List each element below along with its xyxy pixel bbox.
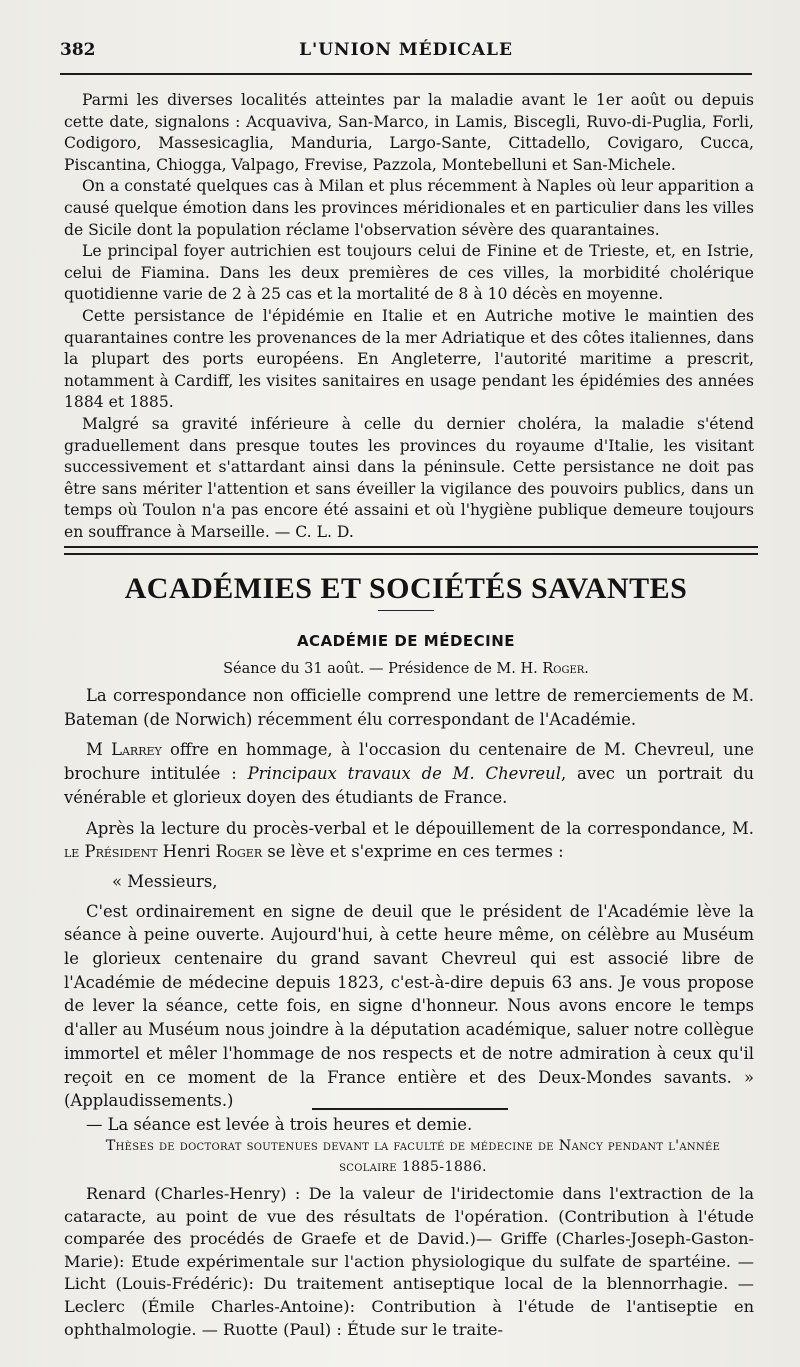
page-number: 382 (60, 40, 96, 60)
president-text-end: se lève et s'exprime en ces termes : (262, 842, 564, 862)
title-rule (378, 610, 434, 611)
academy-minutes (64, 684, 754, 1137)
president-text-mid: Henri (157, 842, 216, 862)
report-paragraph: Cette persistance de l'épidémie en Italie et en Autriche motive le maintien des quarantaines contre les provenances de la mer Adriatique et des côtes italiennes, dans la plupart des ports européens. En Angleterre, l'autorité maritime a prescrit, notamment à Cardiff, les visites sanitaires en usage pendant les épidémies des années 1884 et 1885. (64, 306, 754, 412)
speaker-name: Larrey (111, 740, 162, 760)
theses-paragraph: Renard (Charles-Henry) : De la valeur de l'iridectomie dans l'extraction de la cataracte, au point de vue des résultats de l'opération. (Contribution à l'étude comparée des procédés de Graefe et de David.)— Griffe (Charles-Joseph-Gaston-Marie): Etude expérimentale sur l'action physiologique du sulfate de spartéine. — Licht (Louis-Frédéric): Du traitement antiseptique local de la blennorrhagie. — Leclerc (Émile Charles-Antoine): Contribution à l'étude de l'antiseptie en ophthalmologie. — Ruotte (Paul) : Étude sur le traite- (64, 1184, 754, 1339)
president-paragraph (64, 817, 754, 864)
theses-heading-line: scolaire 1885-1886. (339, 1159, 487, 1175)
hommage-paragraph: M Larrey offre en hommage, à l'occasion du centenaire de M. Chevreul, une brochure intitulée : Principaux travaux de M. Chevreul, avec un portrait du vénérable et glorieux doyen des étudiants de France. (64, 740, 754, 807)
section-title: ACADÉMIES ET SOCIÉTÉS SAVANTES (124, 572, 688, 605)
seance-president: Roger. (542, 661, 589, 677)
header-rule (60, 73, 752, 75)
president-name: Roger (215, 842, 263, 862)
report-paragraph: On a constaté quelques cas à Milan et plus récemment à Naples où leur apparition a causé quelque émotion dans les provinces méridionales et en particulier dans les villes de Sicile dont la population réclame l'observation sévère des quarantaines. (64, 177, 754, 239)
president-title: le Président (64, 842, 158, 862)
academy-heading: ACADÉMIE DE MÉDECINE (296, 632, 516, 650)
brochure-title: Principaux travaux de M. Chevreul (247, 764, 561, 784)
section-divider (64, 546, 758, 555)
closing-line: — La séance est levée à trois heures et demie. (86, 1114, 473, 1134)
theses-heading-line: Thèses de doctorat soutenues devant la faculté de médecine de Nancy pendant l'année (105, 1138, 721, 1154)
salutation: « Messieurs, (112, 871, 218, 891)
seance-line (60, 661, 752, 677)
hommage-text-end: , avec un portrait du vénérable et glorieux doyen des étudiants de France. (64, 764, 754, 807)
report-paragraph: Malgré sa gravité inférieure à celle du dernier choléra, la maladie s'étend graduellement dans presque toutes les provinces du royaume d'Italie, les visitant successivement et s'attardant ainsi dans la péninsule. Cette persistance ne doit pas être sans mériter l'attention et sans éveiller la vigilance des pouvoirs publics, dans un temps où Toulon n'a pas encore été assaini et où l'hygiène publique demeure toujours en souffrance à Marseille. — C. L. D. (64, 414, 754, 541)
report-paragraph: Parmi les diverses localités atteintes par la maladie avant le 1er août ou depuis cette date, signalons : Acquaviva, San-Marco, in Lamis, Biscegli, Ruvo-di-Puglia, Forli, Codigoro, Massesicaglia, Manduria, Largo-Sante, Cittadello, Covigaro, Cucca, Piscantina, Chiogga, Valpago, Frevise, Pazzola, Montebelluni et San-Michele. (64, 91, 754, 174)
speech-paragraph: C'est ordinairement en signe de deuil que le président de l'Académie lève la séance à peine ouverte. Aujourd'hui, à cette heure même, on célèbre au Muséum le glorieux centenaire du grand savant Chevreul qui est associé libre de l'Académie de médecine depuis 1823, c'est-à-dire depuis 63 ans. Je vous propose de lever la séance, cette fois, en signe d'honneur. Nous avons encore le temps d'aller au Muséum nous joindre à la députation académique, saluer notre collègue immortel et mêler l'hommage de nos respects et de notre admiration à ceux qu'il reçoit en ce moment de la France entière et des Deux-Mondes savants. » (Applaudissements.) (64, 901, 754, 1111)
seance-text: Séance du 31 août. — Présidence de M. H. (223, 661, 543, 677)
theses-list (64, 1183, 754, 1341)
section-end-rule (312, 1108, 508, 1110)
report-paragraph: Le principal foyer autrichien est toujours celui de Finine et de Trieste, et, en Istrie, celui de Fiamina. Dans les deux premières de ces villes, la morbidité cholérique quotidienne varie de 2 à 25 cas et la mortalité de 8 à 10 décès en moyenne. (64, 242, 754, 304)
epidemic-report (64, 90, 754, 543)
correspondence-paragraph: La correspondance non officielle comprend une lettre de remerciements de M. Bateman (de Norwich) récemment élu correspondant de l'Académie. (64, 686, 754, 729)
theses-heading (70, 1136, 756, 1178)
hommage-text: offre en hommage, à l'occasion du centenaire de M. Chevreul, une brochure intitulée : (64, 740, 754, 784)
page-header (60, 40, 752, 68)
president-text: Après la lecture du procès-verbal et le dépouillement de la correspondance, M. (86, 818, 754, 838)
running-title: L'UNION MÉDICALE (299, 40, 513, 60)
